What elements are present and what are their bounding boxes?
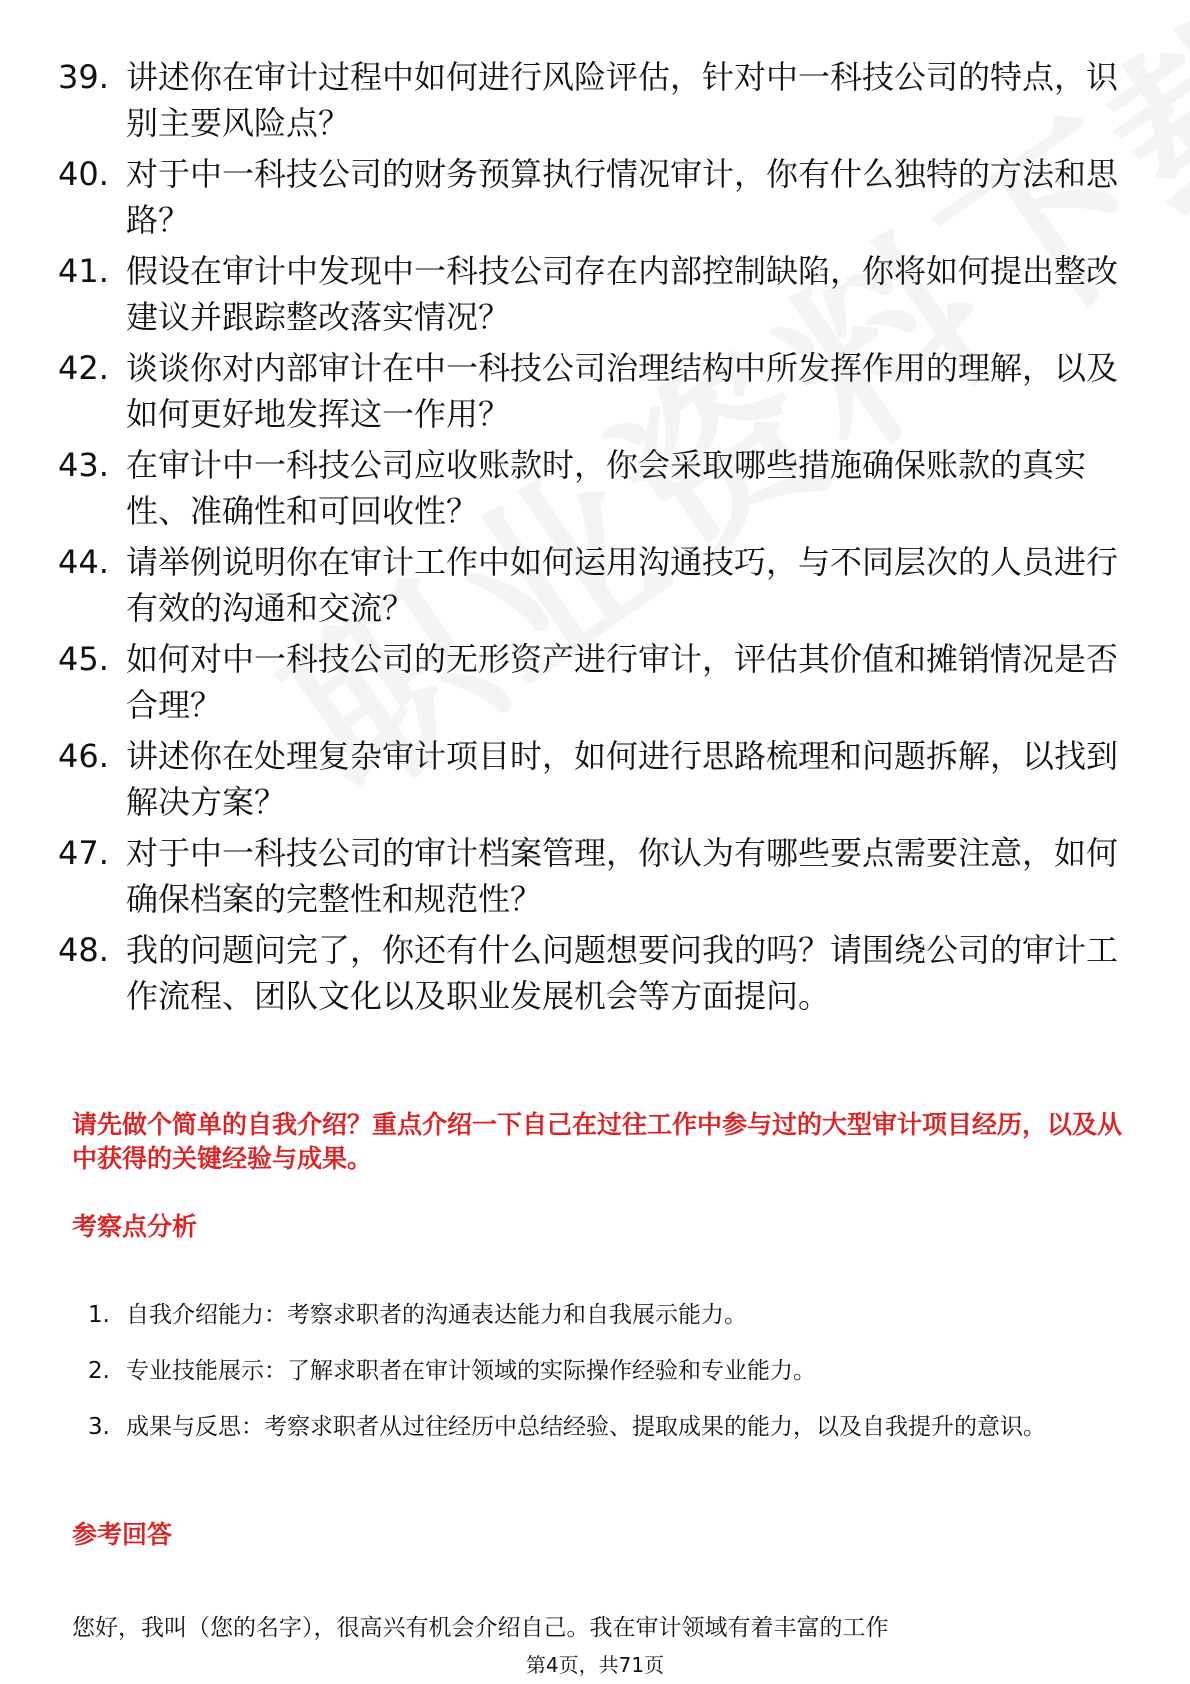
question-number: 40. [58,155,109,193]
analysis-title: 考察点分析 [72,1212,198,1241]
question-text: 如何对中一科技公司的无形资产进行审计，评估其价值和摊销情况是否合理？ [126,640,1119,724]
question-text: 对于中一科技公司的审计档案管理，你认为有哪些要点需要注意，如何确保档案的完整性和规范性？ [126,834,1119,918]
question-item [58,927,1118,1019]
question-number: 47. [58,834,109,872]
question-text: 对于中一科技公司的财务预算执行情况审计，你有什么独特的方法和思路？ [126,155,1119,239]
question-item [58,636,1118,728]
question-number: 42. [58,349,109,387]
question-text: 我的问题问完了，你还有什么问题想要问我的吗？请围绕公司的审计工作流程、团队文化以及职业发展机会等方面提问。 [126,931,1119,1015]
reference-answer: 您好，我叫（您的名字），很高兴有机会介绍自己。我在审计领域有着丰富的工作 [72,1615,889,1641]
question-number: 44. [58,543,109,581]
question-number: 48. [58,931,109,969]
analysis-list [88,1288,1118,1456]
analysis-item [88,1400,1118,1454]
question-number: 39. [58,58,109,96]
question-item [58,345,1118,437]
question-item [58,733,1118,825]
analysis-number: 2. [88,1358,110,1384]
question-item [58,248,1118,340]
reference-title: 参考回答 [72,1520,173,1549]
question-text: 请举例说明你在审计工作中如何运用沟通技巧，与不同层次的人员进行有效的沟通和交流？ [126,543,1119,627]
question-number: 46. [58,737,109,775]
analysis-item [88,1288,1118,1342]
question-item [58,539,1118,631]
question-item [58,151,1118,243]
question-number: 43. [58,446,109,484]
question-list [58,54,1118,1024]
analysis-item [88,1344,1118,1398]
question-number: 41. [58,252,109,290]
question-item [58,830,1118,922]
analysis-text: 成果与反思：考察求职者从过往经历中总结经验、提取成果的能力，以及自我提升的意识。 [126,1414,1046,1440]
analysis-number: 1. [88,1302,110,1328]
question-text: 假设在审计中发现中一科技公司存在内部控制缺陷，你将如何提出整改建议并跟踪整改落实情况？ [126,252,1119,336]
question-item [58,442,1118,534]
question-text: 讲述你在处理复杂审计项目时，如何进行思路梳理和问题拆解，以找到解决方案？ [126,737,1119,821]
question-text: 讲述你在审计过程中如何进行风险评估，针对中一科技公司的特点，识别主要风险点？ [126,58,1119,142]
analysis-text: 专业技能展示：了解求职者在审计领域的实际操作经验和专业能力。 [126,1358,816,1384]
question-item [58,54,1118,146]
analysis-number: 3. [88,1414,110,1440]
highlight-question: 请先做个简单的自我介绍？重点介绍一下自己在过往工作中参与过的大型审计项目经历，以及从中获得的关键经验与成果。 [72,1110,1123,1173]
question-text: 在审计中一科技公司应收账款时，你会采取哪些措施确保账款的真实性、准确性和可回收性？ [126,446,1087,530]
question-number: 45. [58,640,109,678]
question-text: 谈谈你对内部审计在中一科技公司治理结构中所发挥作用的理解，以及如何更好地发挥这一作用？ [126,349,1119,433]
page-footer: 第4页，共71页 [525,1653,665,1677]
analysis-text: 自我介绍能力：考察求职者的沟通表达能力和自我展示能力。 [126,1302,747,1328]
